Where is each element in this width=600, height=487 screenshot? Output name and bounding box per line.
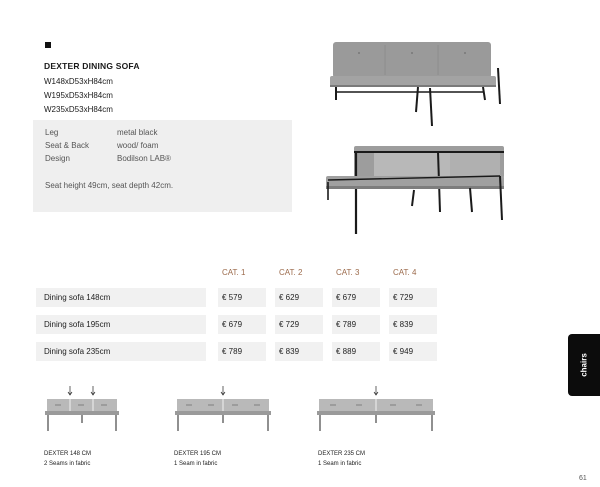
price-148-cat1: € 579 bbox=[218, 288, 266, 307]
diagram-235-icon bbox=[316, 385, 436, 433]
diagram-195-name: DEXTER 195 CM bbox=[174, 451, 222, 457]
cat-4-header: CAT. 4 bbox=[393, 268, 417, 277]
page-number: 61 bbox=[579, 475, 587, 482]
sofa-front-photo bbox=[328, 38, 518, 130]
price-148-cat2: € 629 bbox=[275, 288, 323, 307]
row-label-148: Dining sofa 148cm bbox=[36, 288, 206, 307]
spec-value: wood/ foam bbox=[117, 141, 159, 150]
spec-label: Leg bbox=[45, 128, 59, 137]
dimension-195: W195xD53xH84cm bbox=[44, 91, 113, 100]
diagram-148-icon bbox=[44, 385, 120, 433]
spec-value: Bodilson LAB® bbox=[117, 154, 171, 163]
price-195-cat4: € 839 bbox=[389, 315, 437, 334]
spec-label: Design bbox=[45, 154, 70, 163]
price-148-cat3: € 679 bbox=[332, 288, 380, 307]
price-235-cat3: € 889 bbox=[332, 342, 380, 361]
diagram-195-note: 1 Seam in fabric bbox=[174, 461, 218, 467]
spec-label: Seat & Back bbox=[45, 141, 90, 150]
diagram-148-note: 2 Seams in fabric bbox=[44, 461, 91, 467]
diagram-195-icon bbox=[174, 385, 272, 433]
price-235-cat1: € 789 bbox=[218, 342, 266, 361]
price-235-cat4: € 949 bbox=[389, 342, 437, 361]
price-235-cat2: € 839 bbox=[275, 342, 323, 361]
row-label-235: Dining sofa 235cm bbox=[36, 342, 206, 361]
section-marker bbox=[45, 42, 51, 48]
sofa-back-photo bbox=[326, 140, 518, 238]
price-195-cat2: € 729 bbox=[275, 315, 323, 334]
diagram-148-caption bbox=[44, 449, 91, 469]
price-195-cat1: € 679 bbox=[218, 315, 266, 334]
chairs-tab[interactable] bbox=[568, 334, 600, 396]
spec-value: metal black bbox=[117, 128, 158, 137]
diagram-148-name: DEXTER 148 CM bbox=[44, 451, 92, 457]
diagram-235-note: 1 Seam in fabric bbox=[318, 461, 362, 467]
price-148-cat4: € 729 bbox=[389, 288, 437, 307]
diagram-195-caption bbox=[174, 449, 221, 469]
dimensions-list bbox=[44, 75, 113, 117]
spec-panel bbox=[33, 120, 292, 212]
diagram-235-caption bbox=[318, 449, 365, 469]
cat-1-header: CAT. 1 bbox=[222, 268, 246, 277]
row-label-195: Dining sofa 195cm bbox=[36, 315, 206, 334]
diagram-235-name: DEXTER 235 CM bbox=[318, 451, 366, 457]
price-195-cat3: € 789 bbox=[332, 315, 380, 334]
dimension-148: W148xD53xH84cm bbox=[44, 77, 113, 86]
cat-2-header: CAT. 2 bbox=[279, 268, 303, 277]
dimension-235: W235xD53xH84cm bbox=[44, 105, 113, 114]
seat-note: Seat height 49cm, seat depth 42cm. bbox=[45, 181, 174, 190]
cat-3-header: CAT. 3 bbox=[336, 268, 360, 277]
chairs-tab-label: chairs bbox=[579, 353, 589, 377]
product-title: DEXTER DINING SOFA bbox=[44, 61, 140, 71]
